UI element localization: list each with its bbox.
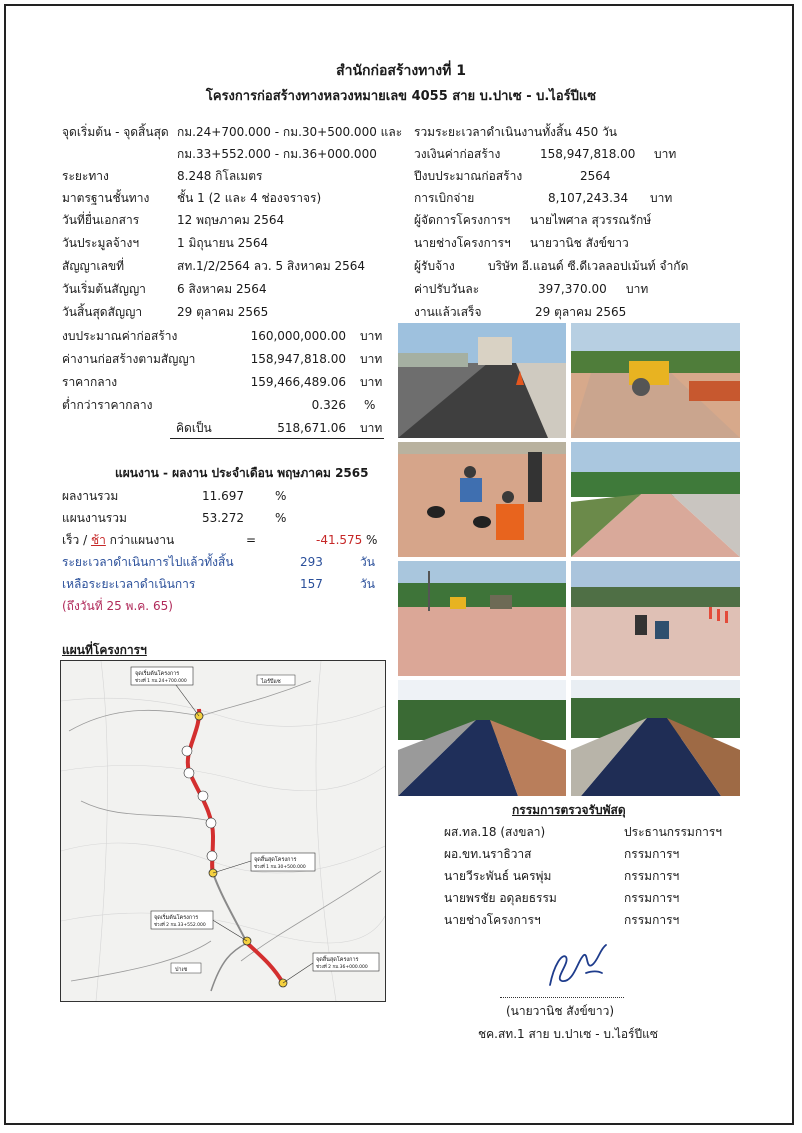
speed-slow: ช้า (90, 533, 106, 547)
committee-role: กรรมการฯ (624, 891, 680, 905)
office-title: สำนักก่อสร้างทางที่ 1 (336, 63, 466, 79)
map-label: จุดเริ่มต้นโครงการ (154, 915, 199, 921)
info-label: วันสิ้นสุดสัญญา (62, 305, 143, 319)
info-label: ผู้รับจ้าง (414, 259, 455, 273)
map-label: จุดเริ่มต้นโครงการ (135, 671, 180, 677)
plan-value: 11.697 (202, 489, 244, 503)
committee-member: นายวีระพันธ์ นครพุ่ม (444, 869, 552, 883)
info-value: กม.24+700.000 - กม.30+500.000 และ (177, 125, 403, 139)
budget-label: งบประมาณค่าก่อสร้าง (62, 329, 178, 343)
committee-member: นายพรชัย อดุลยธรรม (444, 891, 557, 905)
map-label: ไอร์ปีแซ (261, 679, 281, 685)
budget-underline (170, 438, 384, 439)
committee-member: ผส.ทล.18 (สงขลา) (444, 825, 546, 839)
budget-unit: บาท (360, 421, 383, 435)
info-unit: บาท (654, 147, 677, 161)
photo-road-roller (571, 323, 740, 438)
map-label: ช่วงที่ 2 กม.36+000.000 (316, 965, 368, 970)
remaining-unit: วัน (360, 577, 375, 591)
map-label: จุดสิ้นสุดโครงการ (316, 957, 359, 963)
budget-label: ค่างานก่อสร้างตามสัญญา (62, 352, 196, 366)
speed-equals: = (246, 533, 257, 547)
info-value: ชั้น 1 (2 และ 4 ช่องจราจร) (177, 191, 322, 205)
signature-line (500, 997, 624, 998)
project-title: โครงการก่อสร้างทางหลวงหมายเลข 4055 สาย บ.ปาเซ - บ.ไอร์ปีแซ (205, 89, 597, 104)
info-label: การเบิกจ่าย (414, 191, 475, 205)
info-unit: บาท (650, 191, 673, 205)
info-value: กม.33+552.000 - กม.36+000.000 (177, 147, 377, 161)
map-label: ช่วงที่ 2 กม.33+552.000 (154, 923, 206, 928)
map-label: ช่วงที่ 1 กม.24+700.000 (135, 679, 187, 684)
plan-label: ผลงานรวม (62, 489, 119, 503)
budget-value: 0.326 (311, 398, 346, 412)
map-label: จุดสิ้นสุดโครงการ (254, 857, 297, 863)
committee-member: ผอ.ขท.นราธิวาส (444, 847, 532, 861)
remaining-label: เหลือระยะเวลาดำเนินการ (62, 577, 196, 591)
info-value: 8,107,243.34 (548, 191, 629, 205)
budget-unit: % (364, 398, 376, 412)
budget-value: 518,671.06 (277, 421, 346, 435)
info-value: บริษัท อี.แอนด์ ซี.ดีเวลลอปเม้นท์ จำกัด (488, 259, 689, 273)
budget-unit: บาท (360, 375, 383, 389)
project-map (60, 660, 386, 1002)
info-value: 8.248 กิโลเมตร (177, 169, 263, 183)
info-value: 158,947,818.00 (540, 147, 636, 161)
info-value: 2564 (580, 169, 611, 183)
info-value: 29 ตุลาคม 2565 (177, 305, 269, 319)
elapsed-label: ระยะเวลาดำเนินการไปแล้วทั้งสิ้น (62, 555, 234, 569)
info-value: 29 ตุลาคม 2565 (535, 305, 627, 319)
elapsed-value: 293 (300, 555, 323, 569)
info-value: 1 มิถุนายน 2564 (177, 236, 269, 250)
photo-road-paving (398, 323, 566, 438)
info-label: วันเริ่มต้นสัญญา (62, 282, 146, 296)
plan-value: 53.272 (202, 511, 244, 525)
budget-label: คิดเป็น (176, 421, 212, 435)
committee-member: นายช่างโครงการฯ (444, 913, 541, 927)
remaining-value: 157 (300, 577, 323, 591)
signature-mark (540, 935, 620, 995)
photo-asphalt-road-2 (571, 680, 740, 796)
photo-road-base (571, 442, 740, 557)
asof-date: (ถึงวันที่ 25 พ.ค. 65) (62, 599, 173, 613)
info-label: รวมระยะเวลาดำเนินงานทั้งสิ้น 450 วัน (414, 125, 618, 139)
committee-role: กรรมการฯ (624, 847, 680, 861)
info-label: ระยะทาง (62, 169, 109, 183)
plan-title: แผนงาน - ผลงาน ประจำเดือน พฤษภาคม 2565 (115, 466, 369, 480)
photo-testing-crew (398, 442, 566, 557)
info-label: ปีงบประมาณก่อสร้าง (414, 169, 523, 183)
map-drawing (61, 661, 385, 1001)
signer-name: (นายวานิช สังข์ขาว) (506, 1004, 615, 1018)
info-value: นายวานิช สังข์ขาว (530, 236, 629, 250)
map-label: ปาเซ (175, 967, 188, 973)
info-label: ผู้จัดการโครงการฯ (414, 213, 511, 227)
info-label: งานแล้วเสร็จ (414, 305, 482, 319)
info-label: จุดเริ่มต้น - จุดสิ้นสุด (62, 125, 169, 139)
speed-suffix: กว่าแผนงาน (105, 533, 175, 547)
info-label: วงเงินค่าก่อสร้าง (414, 147, 501, 161)
budget-label: ต่ำกว่าราคากลาง (62, 398, 153, 412)
budget-value: 160,000,000.00 (250, 329, 346, 343)
budget-value: 159,466,489.06 (250, 375, 346, 389)
info-label: สัญญาเลขที่ (62, 259, 125, 273)
info-value: 6 สิงหาคม 2564 (177, 282, 267, 296)
info-label: มาตรฐานชั้นทาง (62, 191, 150, 205)
speed-fast: เร็ว / (62, 533, 91, 547)
speed-unit: % (366, 533, 378, 547)
photo-asphalt-road-1 (398, 680, 566, 796)
info-label: วันที่ยื่นเอกสาร (62, 213, 140, 227)
speed-value: -41.575 (316, 533, 363, 547)
budget-value: 158,947,818.00 (250, 352, 346, 366)
elapsed-unit: วัน (360, 555, 375, 569)
speed-label (62, 532, 174, 548)
info-value: 397,370.00 (538, 282, 607, 296)
plan-label: แผนงานรวม (62, 511, 127, 525)
info-value: นายไพศาล สุวรรณรักษ์ (530, 213, 652, 227)
plan-unit: % (275, 489, 287, 503)
map-label: ช่วงที่ 1 กม.30+500.000 (254, 865, 306, 870)
info-unit: บาท (626, 282, 649, 296)
info-value: 12 พฤษภาคม 2564 (177, 213, 285, 227)
committee-role: กรรมการฯ (624, 913, 680, 927)
info-value: สท.1/2/2564 ลว. 5 สิงหาคม 2564 (177, 259, 366, 273)
budget-label: ราคากลาง (62, 375, 118, 389)
signer-position: ชค.สท.1 สาย บ.ปาเซ - บ.ไอร์ปีแซ (478, 1027, 658, 1041)
photo-worker-testing (571, 561, 740, 676)
info-label: ค่าปรับวันละ (414, 282, 480, 296)
budget-unit: บาท (360, 352, 383, 366)
info-label: วันประมูลจ้างฯ (62, 236, 140, 250)
photo-site-equipment (398, 561, 566, 676)
map-title: แผนที่โครงการฯ (62, 643, 147, 657)
committee-role: กรรมการฯ (624, 869, 680, 883)
committee-role: ประธานกรรมการฯ (624, 825, 723, 839)
plan-unit: % (275, 511, 287, 525)
budget-unit: บาท (360, 329, 383, 343)
committee-title: กรรมการตรวจรับพัสดุ (512, 803, 626, 817)
info-label: นายช่างโครงการฯ (414, 236, 511, 250)
